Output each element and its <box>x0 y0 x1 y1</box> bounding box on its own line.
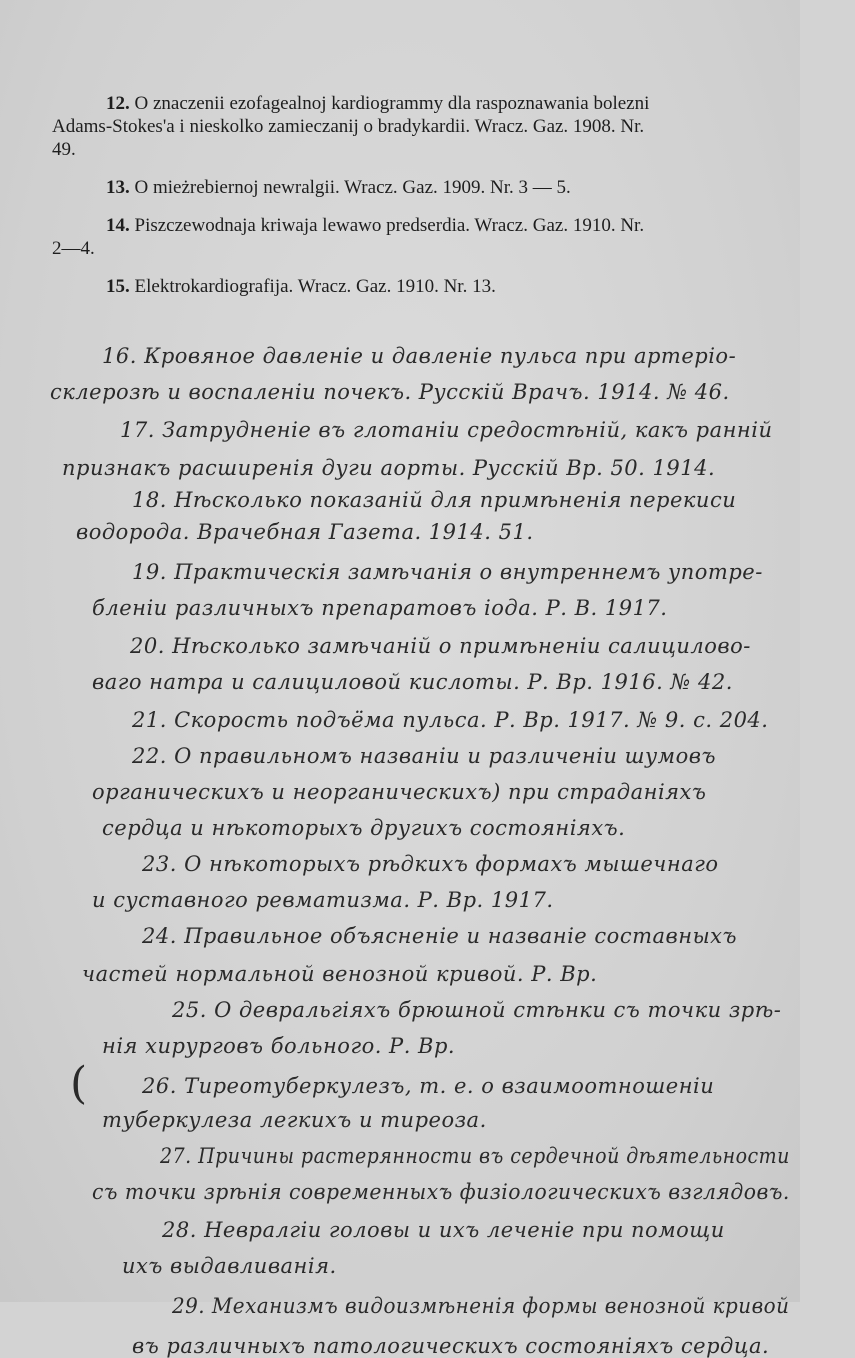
bibliography-entry-14: 14. Piszczewodnaja kriwaja lewawo predserdia. Wracz. Gaz. 1910. Nr. 2—4. <box>52 215 645 259</box>
handwritten-line: ихъ выдавливанія. <box>122 1254 337 1278</box>
handwritten-line: съ точки зрѣнія современныхъ физіологическихъ взглядовъ. <box>92 1180 790 1204</box>
handwritten-line: бленіи различныхъ препаратовъ іода. Р. В. 1917. <box>92 596 668 620</box>
handwritten-line: туберкулеза легкихъ и тиреоза. <box>102 1108 487 1132</box>
handwritten-line: 21. Скорость подъёма пульса. Р. Вр. 1917. № 9. с. 204. <box>132 708 769 732</box>
bibliography-entry-13: 13. O mieżrebiernoj newralgii. Wracz. Gaz. 1909. Nr. 3 — 5. <box>106 177 571 198</box>
handwritten-line: сердца и нѣкоторыхъ другихъ состояніяхъ. <box>102 816 626 840</box>
handwritten-line: 24. Правильное объясненіе и названіе составныхъ <box>142 924 738 948</box>
handwritten-line: 25. О девральгіяхъ брюшной стѣнки съ точки зрѣ- <box>172 998 782 1022</box>
handwritten-line: органическихъ и неорганическихъ) при страданіяхъ <box>92 780 707 804</box>
handwritten-line: 16. Кровяное давленіе и давленіе пульса при артеріо- <box>102 344 737 368</box>
printed-bibliography <box>52 92 652 313</box>
handwritten-line: 28. Невралгіи головы и ихъ леченіе при помощи <box>162 1218 725 1242</box>
handwritten-line: частей нормальной венозной кривой. Р. Вр. <box>82 962 598 986</box>
handwritten-line: 18. Нѣсколько показаній для примѣненія перекиси <box>132 488 737 512</box>
handwritten-line: 23. О нѣкоторыхъ рѣдкихъ формахъ мышечнаго <box>142 852 719 876</box>
handwritten-line: нія хирурговъ больного. Р. Вр. <box>102 1034 456 1058</box>
handwritten-line: 29. Механизмъ видоизмѣненія формы венозной кривой <box>172 1294 790 1318</box>
handwritten-line: и суставного ревматизма. Р. Вр. 1917. <box>92 888 554 912</box>
handwritten-line: 26. Тиреотуберкулезъ, т. е. о взаимоотношеніи <box>142 1074 715 1098</box>
handwritten-line: признакъ расширенія дуги аорты. Русскій Вр. 50. 1914. <box>62 456 716 480</box>
handwritten-line: 20. Нѣсколько замѣчаній о примѣненіи салициловo- <box>130 634 751 658</box>
bibliography-entry-12: 12. O znaczenii ezofagealnoj kardiogrammy dla raspoznawania bolezni Adams-Stokes'a i nieskolko zamieczanij o bradykardii. Wracz. Gaz. 1908. Nr. 49. <box>52 93 650 160</box>
handwritten-line: въ различныхъ патологическихъ состояніяхъ сердца. <box>132 1334 770 1358</box>
handwritten-line: 22. О правильномъ названіи и различеніи шумовъ <box>132 744 716 768</box>
bibliography-entry-15: 15. Elektrokardiografija. Wracz. Gaz. 1910. Nr. 13. <box>106 276 496 297</box>
handwritten-line: ваго натра и салициловой кислоты. Р. Вр. 1916. № 42. <box>92 670 733 694</box>
handwritten-line: 19. Практическія замѣчанія о внутреннемъ употре- <box>132 560 763 584</box>
handwritten-line: 17. Затрудненіе въ глотаніи средостѣній, какъ ранній <box>120 418 773 442</box>
handwritten-line: водорода. Врачебная Газета. 1914. 51. <box>76 520 534 544</box>
handwritten-line: склерозѣ и воспаленіи почекъ. Русскій Врачъ. 1914. № 46. <box>50 380 730 404</box>
handwritten-parenthesis: ( <box>70 1058 88 1109</box>
handwritten-line: 27. Причины растерянности въ сердечной дѣятельности <box>160 1144 790 1168</box>
